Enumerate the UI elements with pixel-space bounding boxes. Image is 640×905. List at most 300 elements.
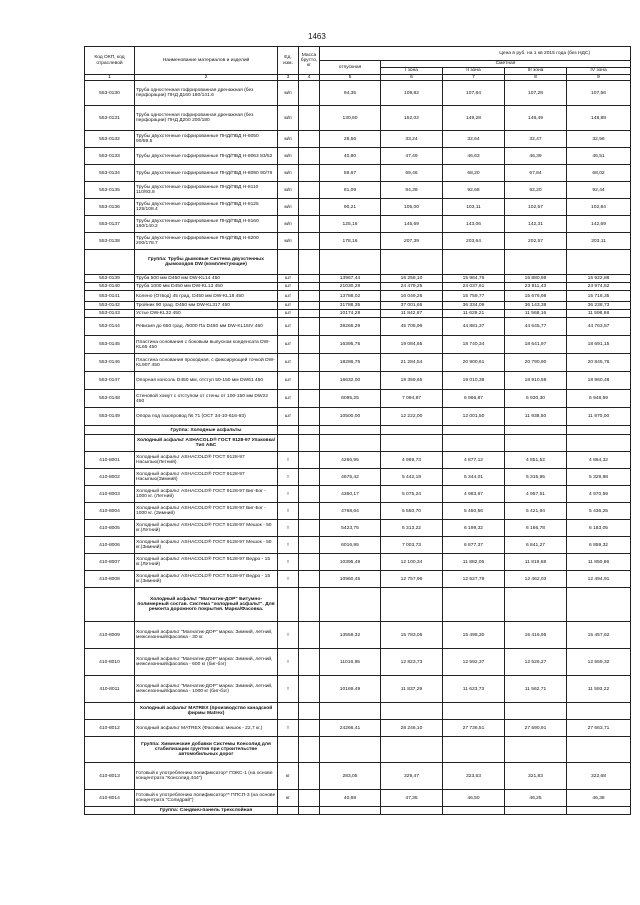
price-zone-2: 15 759,77 [443,291,505,302]
price-zone-4: 148,88 [567,106,631,131]
header-unit: Ед. изм. [278,47,299,75]
item-unit: м/п [278,165,299,182]
price-zone-4: 6 948,59 [567,390,631,408]
group-empty-cell [443,807,505,815]
group-empty-cell [505,435,567,452]
price-zone-2: 15 964,76 [443,275,505,283]
item-mass [299,372,320,390]
price-otpusk: 21030,28 [320,283,381,291]
item-code: 553-0130 [85,81,135,106]
price-zone-4: 18 960,48 [567,372,631,390]
price-zone-3: 67,84 [505,165,567,182]
col-index: 9 [567,75,631,81]
price-zone-3: 20 790,90 [505,354,567,372]
item-unit: шт [278,310,299,318]
item-code: 410-8011 [85,676,135,703]
item-name: Опорная консоль D450 мм, отступ 50-150 мм DW61 450 [135,372,278,390]
group-empty-cell [320,250,381,275]
item-code: 553-0137 [85,216,135,233]
price-zone-1: 12 100,34 [381,554,443,571]
price-otpusk: 125,16 [320,216,381,233]
item-unit: т [278,503,299,520]
item-mass [299,302,320,310]
price-zone-1: 19 359,65 [381,372,443,390]
item-name: Колено (Отвод) 45 град. D450 мм DW-KL18 450 [135,291,278,302]
item-mass [299,486,320,503]
table-row [85,182,631,199]
item-name: Опора под газопровод № 71 (ОСТ 34-10-616-93) [135,408,278,426]
price-zone-1: 152,02 [381,106,443,131]
group-title: Холодный асфальт MATREX (производство канадской фирмы Matrex) [135,703,278,720]
price-otpusk: 6095,25 [320,390,381,408]
price-otpusk: 28,56 [320,131,381,148]
price-otpusk: 4675,42 [320,469,381,486]
price-zone-4: 44 763,57 [567,318,631,336]
price-zone-1: 37 001,65 [381,302,443,310]
item-unit: т [278,571,299,588]
price-otpusk: 130,60 [320,106,381,131]
price-zone-4: 4 970,59 [567,486,631,503]
item-unit: т [278,649,299,676]
group-empty-cell [443,426,505,435]
table-row [85,503,631,520]
price-zone-1: 207,39 [381,233,443,250]
price-otpusk: 178,16 [320,233,381,250]
price-zone-2: 11 623,73 [443,676,505,703]
item-code: 553-0145 [85,336,135,354]
table-row [85,81,631,106]
item-code: 553-0140 [85,283,135,291]
price-zone-4: 11 593,22 [567,676,631,703]
item-mass [299,283,320,291]
item-code: 553-0149 [85,408,135,426]
group-empty-cell [299,737,320,763]
item-code: 553-0133 [85,148,135,165]
price-zone-2: 203,64 [443,233,505,250]
item-mass [299,537,320,554]
item-mass [299,336,320,354]
group-row [85,807,631,815]
price-zone-3: 46,39 [505,148,567,165]
item-code: 553-0135 [85,182,135,199]
price-zone-3: 102,57 [505,199,567,216]
item-name: Трубы двухстенные гофрированные ПНД/ПВД Н-8200 200/178.7 [135,233,278,250]
price-zone-1: 47,35 [381,790,443,807]
group-empty-cell [278,703,299,720]
item-name: Холодный асфальт ASHACOLD® ГОСТ 9128-97 Биг-Бэг - 1000 кг. (Летний) [135,486,278,503]
price-otpusk: 4768,64 [320,503,381,520]
group-row [85,737,631,763]
item-code: 553-0146 [85,354,135,372]
item-name: Холодный асфальт MATREX (Фасовка: мешок - 22,7 кг.) [135,720,278,737]
price-otpusk: 81,09 [320,182,381,199]
price-otpusk: 13967,44 [320,275,381,283]
item-unit: шт [278,372,299,390]
group-empty-cell [567,435,631,452]
col-index: 5 [320,75,381,81]
group-code-cell [85,435,135,452]
table-row [85,302,631,310]
item-name: Холодный асфальт ASHACOLD® ГОСТ 9128-97 Ведро - 15 кг.(Зимний) [135,571,278,588]
price-zone-4: 4 864,32 [567,452,631,469]
item-name: Тройник 90 град. D450 мм DW-KL317 450 [135,302,278,310]
item-unit: т [278,720,299,737]
price-otpusk: 10960,45 [320,571,381,588]
price-zone-2: 20 900,61 [443,354,505,372]
price-zone-4: 322,68 [567,763,631,790]
item-name: Трубы двухстенные гофрированные ПНД/ПВД Н-8125 125/108.4 [135,199,278,216]
item-mass [299,310,320,318]
price-zone-1: 16 049,26 [381,291,443,302]
item-mass [299,520,320,537]
item-code: 410-8010 [85,649,135,676]
group-empty-cell [443,588,505,622]
item-name: Труба одностенная гофрированная дренажная (без перфорации) ПНД Д200 200/180 [135,106,278,131]
table-row [85,790,631,807]
price-table [84,46,631,815]
group-empty-cell [320,426,381,435]
price-zone-1: 5 550,70 [381,503,443,520]
price-zone-4: 68,02 [567,165,631,182]
group-row [85,250,631,275]
table-row [85,165,631,182]
item-code: 553-0142 [85,302,135,310]
price-zone-4: 11 850,86 [567,554,631,571]
group-empty-cell [320,737,381,763]
col-index: 2 [135,75,278,81]
group-empty-cell [278,435,299,452]
item-unit: м/п [278,199,299,216]
group-empty-cell [299,435,320,452]
item-mass [299,554,320,571]
item-mass [299,148,320,165]
item-unit: шт [278,283,299,291]
price-zone-4: 107,56 [567,81,631,106]
group-empty-cell [443,703,505,720]
item-unit: т [278,622,299,649]
price-zone-1: 145,69 [381,216,443,233]
group-empty-cell [381,807,443,815]
item-unit: т [278,554,299,571]
price-zone-2: 32,64 [443,131,505,148]
price-zone-2: 103,11 [443,199,505,216]
price-zone-1: 5 442,19 [381,469,443,486]
price-zone-4: 11 598,68 [567,310,631,318]
group-row [85,588,631,622]
price-zone-3: 15 880,98 [505,275,567,283]
group-empty-cell [320,703,381,720]
group-empty-cell [505,737,567,763]
price-zone-1: 94,39 [381,182,443,199]
item-mass [299,408,320,426]
group-code-cell [85,588,135,622]
item-unit: м/п [278,81,299,106]
group-title: Группа: Трубы дымовые Система двухстенных дымоходов DW (комплектующие) [135,250,278,275]
group-code-cell [85,807,135,815]
price-zone-1: 19 084,65 [381,336,443,354]
price-zone-1: 12 222,00 [381,408,443,426]
price-zone-2: 92,68 [443,182,505,199]
item-mass [299,676,320,703]
table-row [85,318,631,336]
table-row [85,390,631,408]
item-code: 410-8005 [85,520,135,537]
group-empty-cell [381,588,443,622]
price-zone-4: 6 183,05 [567,520,631,537]
price-zone-1: 21 284,54 [381,354,443,372]
table-row [85,622,631,649]
table-row [85,408,631,426]
price-zone-3: 11 568,16 [505,310,567,318]
group-empty-cell [381,435,443,452]
price-otpusk: 40,68 [320,790,381,807]
item-name: Холодный асфальт ASHACOLD® ГОСТ 9128-97 Насыпью(Летний) [135,452,278,469]
item-unit: м/п [278,131,299,148]
table-row [85,336,631,354]
header-mass: Масса брутто, кг [299,47,320,75]
table-row [85,199,631,216]
price-zone-4: 92,44 [567,182,631,199]
price-zone-3: 202,57 [505,233,567,250]
price-zone-1: 47,49 [381,148,443,165]
price-zone-3: 142,31 [505,216,567,233]
item-name: Трубы двухстенные гофрированные ПНД/ПВД Н-8160 160/140.2 [135,216,278,233]
item-mass [299,182,320,199]
price-otpusk: 10174,28 [320,310,381,318]
table-row [85,763,631,790]
price-zone-4: 142,69 [567,216,631,233]
group-empty-cell [381,703,443,720]
item-code: 410-8006 [85,537,135,554]
item-mass [299,354,320,372]
group-code-cell [85,703,135,720]
price-zone-3: 15 676,98 [505,291,567,302]
item-mass [299,131,320,148]
price-zone-4: 32,56 [567,131,631,148]
price-zone-1: 33,24 [381,131,443,148]
group-empty-cell [443,435,505,452]
item-unit: т [278,520,299,537]
item-mass [299,503,320,520]
price-zone-4: 18 691,15 [567,336,631,354]
price-zone-1: 7 003,73 [381,537,443,554]
col-index: 4 [299,75,320,81]
item-unit: шт [278,318,299,336]
price-zone-2: 36 334,09 [443,302,505,310]
item-code: 553-0139 [85,275,135,283]
header-zone-1: I зона [381,68,443,75]
group-empty-cell [505,588,567,622]
item-mass [299,469,320,486]
price-zone-2: 6 966,87 [443,390,505,408]
group-title: Группа: Химические добавки Системы Консолид для стабилизации грунтов при строительстве автомобильных дорог [135,737,278,763]
price-zone-4: 5 329,98 [567,469,631,486]
price-otpusk: 13559,32 [320,622,381,649]
item-mass [299,763,320,790]
group-row [85,426,631,435]
price-zone-3: 12 526,27 [505,649,567,676]
header-price-title: Цена в руб. на 1 кв 2015 года (без НДС) [320,47,631,61]
price-zone-3: 5 315,95 [505,469,567,486]
header-zone-2: II зона [443,68,505,75]
price-zone-4: 20 845,76 [567,354,631,372]
group-title: Холодный асфальт ASHACOLD® ГОСТ 9128-97 Упаковка/Тип АБС [135,435,278,452]
table-row [85,520,631,537]
item-name: Пластина основания проходная, с фиксирующей точкой DW-KL907 450 [135,354,278,372]
price-otpusk: 59,67 [320,165,381,182]
price-zone-4: 46,51 [567,148,631,165]
item-mass [299,720,320,737]
group-empty-cell [443,737,505,763]
price-zone-2: 4 877,12 [443,452,505,469]
price-zone-3: 12 462,03 [505,571,567,588]
group-empty-cell [278,737,299,763]
group-empty-cell [278,250,299,275]
item-unit: м/п [278,106,299,131]
item-unit: кг [278,763,299,790]
price-otpusk: 31788,35 [320,302,381,310]
price-zone-2: 5 450,56 [443,503,505,520]
group-empty-cell [278,588,299,622]
price-zone-2: 107,84 [443,81,505,106]
price-zone-4: 36 238,73 [567,302,631,310]
price-otpusk: 16395,75 [320,336,381,354]
group-empty-cell [299,807,320,815]
table-row [85,291,631,302]
table-row [85,649,631,676]
price-otpusk: 10500,00 [320,408,381,426]
price-otpusk: 10395,49 [320,554,381,571]
item-code: 410-8007 [85,554,135,571]
item-code: 553-0136 [85,199,135,216]
price-zone-2: 143,06 [443,216,505,233]
price-zone-1: 5 075,24 [381,486,443,503]
item-unit: шт [278,408,299,426]
table-row [85,148,631,165]
table-row [85,537,631,554]
price-otpusk: 4266,95 [320,452,381,469]
group-empty-cell [567,807,631,815]
item-unit: шт [278,354,299,372]
price-zone-3: 6 841,27 [505,537,567,554]
col-index: 6 [381,75,443,81]
price-otpusk: 18286,75 [320,354,381,372]
price-zone-3: 6 930,30 [505,390,567,408]
group-empty-cell [278,426,299,435]
group-empty-cell [299,250,320,275]
item-name: Холодный асфальт ASHACOLD® ГОСТ 9128-97 Мешок - 50 кг.(Зимний) [135,537,278,554]
item-code: 410-8008 [85,571,135,588]
header-otpusk: отпускная [320,61,381,75]
group-empty-cell [381,426,443,435]
header-smetnaya: Сметная [381,61,631,68]
header-zone-4: IV зона [567,68,631,75]
price-zone-4: 11 970,00 [567,408,631,426]
price-zone-4: 15 922,88 [567,275,631,283]
group-code-cell [85,737,135,763]
table-row [85,571,631,588]
item-mass [299,390,320,408]
col-index: 1 [85,75,135,81]
header-row-1 [85,47,631,61]
item-mass [299,790,320,807]
item-unit: м/п [278,233,299,250]
price-zone-3: 15 416,95 [505,622,567,649]
item-mass [299,106,320,131]
price-otpusk: 13788,02 [320,291,381,302]
item-mass [299,649,320,676]
header-code: Код ОКП, код отраслевой [85,47,135,75]
price-zone-2: 323,53 [443,763,505,790]
page-number: 1463 [308,32,326,41]
price-otpusk: 16632,00 [320,372,381,390]
group-empty-cell [443,250,505,275]
item-code: 410-8012 [85,720,135,737]
item-code: 553-0138 [85,233,135,250]
price-zone-2: 4 983,67 [443,486,505,503]
price-zone-4: 12 559,32 [567,649,631,676]
price-zone-4: 46,38 [567,790,631,807]
price-zone-1: 16 258,10 [381,275,443,283]
price-zone-2: 18 740,34 [443,336,505,354]
price-otpusk: 40,80 [320,148,381,165]
item-unit: шт [278,291,299,302]
group-empty-cell [320,588,381,622]
col-index: 7 [443,75,505,81]
item-mass [299,165,320,182]
price-zone-3: 18 641,97 [505,336,567,354]
price-otpusk: 10169,49 [320,676,381,703]
price-zone-2: 12 527,79 [443,571,505,588]
price-zone-1: 24 479,25 [381,283,443,291]
price-zone-4: 15 457,62 [567,622,631,649]
table-row [85,486,631,503]
table-row [85,554,631,571]
item-mass [299,452,320,469]
price-zone-2: 12 001,50 [443,408,505,426]
table-row [85,354,631,372]
price-zone-1: 12 757,96 [381,571,443,588]
price-otpusk: 4360,17 [320,486,381,503]
item-code: 410-8013 [85,763,135,790]
item-unit: т [278,469,299,486]
price-zone-1: 69,46 [381,165,443,182]
price-zone-4: 23 974,52 [567,283,631,291]
col-index: 3 [278,75,299,81]
price-zone-3: 23 811,43 [505,283,567,291]
item-name: Холодный асфальт ASHACOLD® ГОСТ 9128-97 Биг-Бэг - 1000 кг. (Зимний) [135,503,278,520]
price-zone-2: 24 037,61 [443,283,505,291]
price-otpusk: 11016,95 [320,649,381,676]
item-name: Устье DW-KL32 450 [135,310,278,318]
price-otpusk: 5423,75 [320,520,381,537]
item-unit: шт [278,275,299,283]
price-zone-2: 5 344,01 [443,469,505,486]
item-name: Труба 1000 мм D450 мм DW-KL13 450 [135,283,278,291]
price-zone-3: 11 562,71 [505,676,567,703]
item-name: Холодный асфальт ASHACOLD® ГОСТ 9128-97 Ведро - 15 кг.(Летний) [135,554,278,571]
group-empty-cell [299,588,320,622]
price-zone-1: 15 783,05 [381,622,443,649]
price-zone-2: 12 592,37 [443,649,505,676]
price-zone-3: 6 166,78 [505,520,567,537]
price-zone-4: 102,84 [567,199,631,216]
item-code: 410-8001 [85,452,135,469]
item-code: 410-8009 [85,622,135,649]
item-unit: м/п [278,216,299,233]
item-name: Холодный асфальт ASHACOLD® ГОСТ 9128-97 Насыпью(Зимний) [135,469,278,486]
table-row [85,216,631,233]
